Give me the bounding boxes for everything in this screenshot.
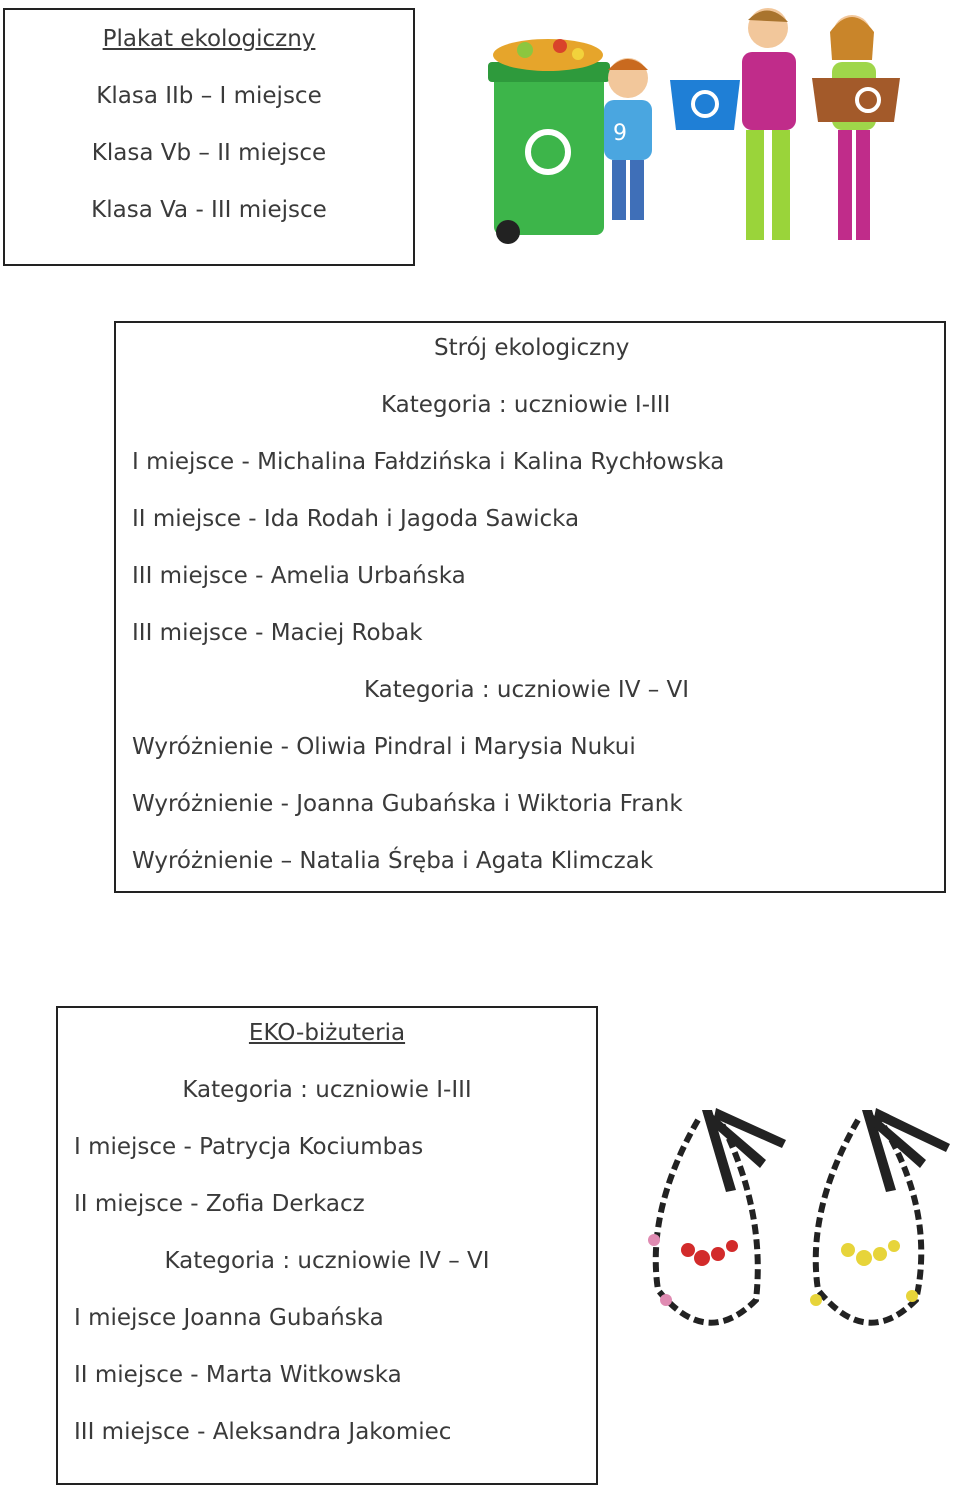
result-line: Wyróżnienie - Joanna Gubańska i Wiktoria Frank	[132, 791, 683, 817]
category-heading: Kategoria : uczniowie I-III	[381, 392, 671, 418]
boy-figure	[604, 58, 652, 220]
result-line: II miejsce - Marta Witkowska	[74, 1362, 402, 1388]
costume-title: Strój ekologiczny	[434, 335, 630, 361]
poster-title: Plakat ekologiczny	[102, 26, 316, 52]
poster-line: Klasa IIb – I miejsce	[96, 83, 322, 109]
jewelry-results-box	[56, 1006, 598, 1485]
red-necklace-icon	[648, 1108, 786, 1323]
eco-necklaces-illustration	[636, 1100, 960, 1340]
result-line: Wyróżnienie – Natalia Śręba i Agata Klimczak	[132, 848, 654, 874]
man-figure	[742, 8, 796, 240]
brown-recycling-box-icon	[812, 78, 900, 122]
category-heading: Kategoria : uczniowie IV – VI	[364, 677, 690, 703]
svg-text:9: 9	[613, 121, 627, 146]
poster-line: Klasa Vb – II miejsce	[91, 140, 327, 166]
result-line: I miejsce Joanna Gubańska	[74, 1305, 384, 1331]
result-line: Wyróżnienie - Oliwia Pindral i Marysia Nukui	[132, 734, 636, 760]
result-line: I miejsce - Michalina Fałdzińska i Kalina Rychłowska	[132, 449, 725, 475]
woman-figure	[830, 15, 876, 240]
result-line: II miejsce - Ida Rodah i Jagoda Sawicka	[132, 506, 580, 532]
result-line: III miejsce - Maciej Robak	[132, 620, 423, 646]
yellow-necklace-icon	[810, 1108, 950, 1323]
result-line: III miejsce - Amelia Urbańska	[132, 563, 466, 589]
green-bin-icon	[488, 39, 610, 244]
category-heading: Kategoria : uczniowie IV – VI	[164, 1248, 490, 1274]
category-heading: Kategoria : uczniowie I-III	[182, 1077, 472, 1103]
poster-results-box	[3, 8, 415, 266]
poster-line: Klasa Va - III miejsce	[91, 197, 327, 223]
costume-results-box	[114, 321, 946, 893]
blue-recycling-box-icon	[670, 80, 740, 130]
recycling-family-illustration	[480, 0, 920, 250]
result-line: II miejsce - Zofia Derkacz	[74, 1191, 365, 1217]
jewelry-title: EKO-biżuteria	[248, 1020, 406, 1046]
result-line: I miejsce - Patrycja Kociumbas	[74, 1134, 424, 1160]
result-line: III miejsce - Aleksandra Jakomiec	[74, 1419, 452, 1445]
